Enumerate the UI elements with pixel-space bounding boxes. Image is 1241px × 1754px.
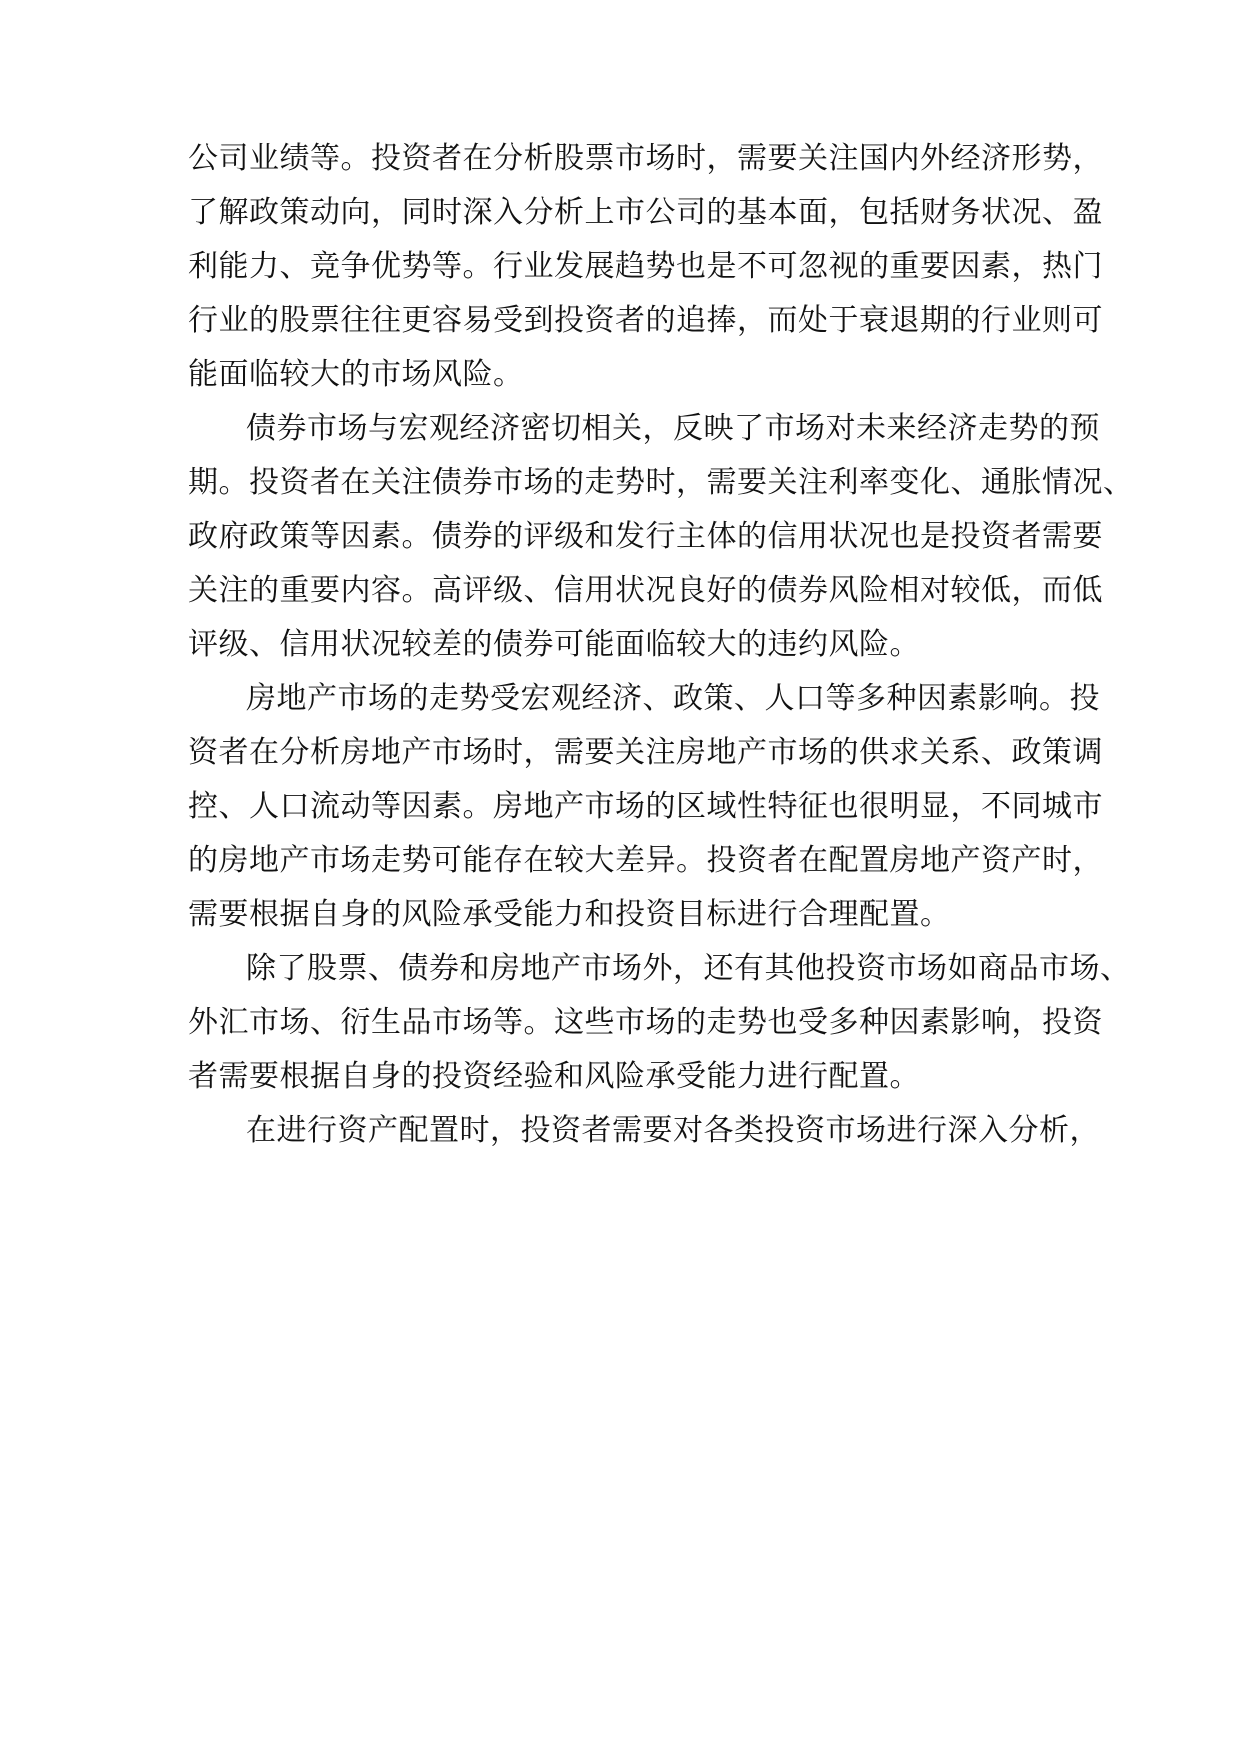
text-line: 政府政策等因素。债券的评级和发行主体的信用状况也是投资者需要 [188, 519, 1103, 554]
text-line: 的房地产市场走势可能存在较大差异。投资者在配置房地产资产时， [188, 843, 1103, 878]
text-line: 债券市场与宏观经济密切相关，反映了市场对未来经济走势的预 [246, 411, 1100, 446]
text-line: 者需要根据自身的投资经验和风险承受能力进行配置。 [188, 1059, 920, 1094]
text-line: 公司业绩等。投资者在分析股票市场时，需要关注国内外经济形势， [188, 141, 1103, 176]
text-line: 在进行资产配置时，投资者需要对各类投资市场进行深入分析， [246, 1113, 1100, 1148]
text-line: 期。投资者在关注债券市场的走势时，需要关注利率变化、通胀情况、 [188, 465, 1134, 500]
text-line: 房地产市场的走势受宏观经济、政策、人口等多种因素影响。投 [246, 681, 1100, 716]
paragraph-real-estate-market [188, 680, 1103, 934]
paragraph-asset-allocation [188, 1112, 1100, 1150]
text-line: 资者在分析房地产市场时，需要关注房地产市场的供求关系、政策调 [188, 735, 1103, 770]
text-line: 了解政策动向，同时深入分析上市公司的基本面，包括财务状况、盈 [188, 195, 1103, 230]
paragraph-other-markets [188, 950, 1131, 1096]
text-line: 需要根据自身的风险承受能力和投资目标进行合理配置。 [188, 897, 951, 932]
text-line: 能面临较大的市场风险。 [188, 357, 524, 392]
paragraph-stock-market [188, 140, 1103, 394]
text-line: 行业的股票往往更容易受到投资者的追捧，而处于衰退期的行业则可 [188, 303, 1103, 338]
text-line: 评级、信用状况较差的债券可能面临较大的违约风险。 [188, 627, 920, 662]
text-line: 外汇市场、衍生品市场等。这些市场的走势也受多种因素影响，投资 [188, 1005, 1103, 1040]
document-body [188, 140, 1134, 1150]
paragraph-bond-market [188, 410, 1134, 664]
text-line: 关注的重要内容。高评级、信用状况良好的债券风险相对较低，而低 [188, 573, 1103, 608]
text-line: 利能力、竞争优势等。行业发展趋势也是不可忽视的重要因素，热门 [188, 249, 1103, 284]
text-line: 除了股票、债券和房地产市场外，还有其他投资市场如商品市场、 [246, 951, 1131, 986]
text-line: 控、人口流动等因素。房地产市场的区域性特征也很明显，不同城市 [188, 789, 1103, 824]
